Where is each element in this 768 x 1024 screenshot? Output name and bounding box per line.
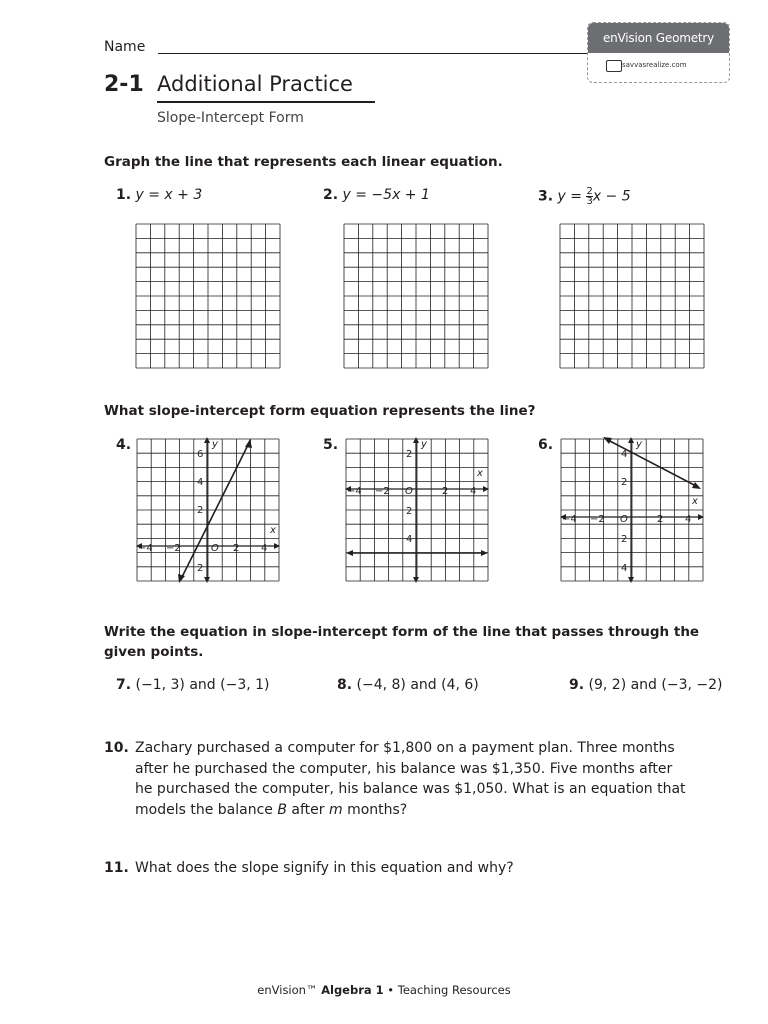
blank-grid-3: [559, 223, 705, 369]
y-tick-label: 4: [621, 563, 628, 574]
origin-label: O: [405, 486, 413, 497]
origin-label: O: [211, 543, 219, 554]
y-axis-label: y: [212, 439, 218, 450]
problem-number: 8.: [337, 677, 353, 693]
section2-instruction: What slope-intercept form equation represents the line?: [104, 403, 536, 419]
problem-4-number: 4.: [116, 437, 132, 453]
x-tick-label: −4: [347, 486, 362, 497]
grid-lines: [346, 439, 488, 581]
y-tick-label: 4: [197, 477, 204, 488]
x-tick-label: 4: [261, 543, 268, 554]
x-axis-label: x: [270, 525, 276, 536]
problem-9: [569, 677, 723, 693]
problem-6-number: 6.: [538, 437, 554, 453]
line-arrow-left: [346, 550, 353, 556]
x-tick-label: 2: [657, 514, 664, 525]
problem-text: (−4, 8) and (4, 6): [356, 677, 479, 693]
problem-11-text: What does the slope signify in this equation and why?: [135, 860, 514, 876]
plotted-line: [180, 441, 250, 581]
x-tick-label: −4: [562, 514, 577, 525]
problem-7: [116, 677, 270, 693]
line-arrow-bottom: [178, 574, 185, 583]
equation-suffix: x − 5: [592, 188, 631, 205]
problem-number: 9.: [569, 677, 585, 693]
problem-3: [538, 187, 631, 206]
graph-5: [343, 435, 491, 585]
y-tick-label: 2: [406, 506, 413, 517]
grid-lines: [561, 439, 703, 581]
lesson-number: 2-1: [104, 72, 144, 97]
section1-instruction: Graph the line that represents each linear equation.: [104, 154, 503, 170]
x-tick-label: 2: [442, 486, 449, 497]
fraction-denominator: 3: [586, 196, 593, 207]
y-axis-arrow-up: [413, 437, 419, 443]
problem-8: [337, 677, 479, 693]
fraction-numerator: 2: [586, 186, 593, 197]
problem-number: 2.: [323, 187, 339, 203]
problem-10-line: he purchased the computer, his balance was $1,050. What is an equation that: [135, 781, 686, 797]
section3-instruction-line2: given points.: [104, 644, 204, 660]
x-axis-label: x: [477, 468, 483, 479]
footer: [0, 983, 768, 997]
problem-11-number: 11.: [104, 860, 129, 876]
problem-10-line: models the balance B after m months?: [135, 801, 408, 818]
equation: y = −5x + 1: [342, 187, 430, 203]
y-axis-label: y: [636, 439, 642, 450]
title-rule: [157, 101, 375, 103]
x-tick-label: −2: [166, 543, 181, 554]
x-tick-label: −2: [375, 486, 390, 497]
problem-number: 3.: [538, 188, 554, 205]
graph-4: [134, 435, 282, 585]
y-tick-label: 2: [621, 477, 628, 488]
y-tick-label: 6: [197, 449, 204, 460]
problem-10-text: [135, 738, 715, 820]
y-axis-arrow-up: [628, 437, 634, 443]
y-axis-label: y: [421, 439, 427, 450]
section3-instruction-line1: Write the equation in slope-intercept form of the line that passes through the: [104, 624, 700, 640]
y-tick-label: 2: [406, 449, 413, 460]
x-tick-label: 4: [685, 514, 692, 525]
plotted-line: [606, 439, 698, 487]
name-label: Name: [104, 39, 146, 55]
equation: y = x + 3: [135, 187, 203, 203]
y-tick-label: 2: [621, 534, 628, 545]
blank-grid-2: [343, 223, 489, 369]
brand-text: enVision Geometry: [602, 31, 715, 45]
grid-lines: [137, 439, 279, 581]
x-tick-label: 4: [470, 486, 477, 497]
y-axis-arrow-up: [204, 437, 210, 443]
x-tick-label: −4: [138, 543, 153, 554]
y-tick-label: 4: [406, 534, 413, 545]
brand-url: savvasrealize.com: [622, 61, 687, 69]
x-tick-label: −2: [590, 514, 605, 525]
problem-10-number: 10.: [104, 740, 129, 756]
problem-10-line: after he purchased the computer, his balance was $1,350. Five months after: [135, 760, 673, 777]
footer-brand: enVision™: [257, 983, 318, 997]
lesson-title: Additional Practice: [157, 72, 353, 96]
subtitle: Slope-Intercept Form: [157, 110, 304, 126]
blank-grid-1: [135, 223, 281, 369]
origin-label: O: [620, 514, 628, 525]
problem-2: [323, 187, 430, 203]
problem-5-number: 5.: [323, 437, 339, 453]
equation-prefix: y =: [557, 188, 587, 205]
footer-course: Algebra 1: [321, 983, 384, 997]
problem-text: (9, 2) and (−3, −2): [588, 677, 723, 693]
problem-1: [116, 187, 202, 203]
problem-number: 1.: [116, 187, 132, 203]
x-axis-label: x: [692, 496, 698, 507]
problem-10-line: Zachary purchased a computer for $1,800 on a payment plan. Three months: [135, 740, 675, 756]
line-arrow-right: [481, 550, 488, 556]
footer-rest: • Teaching Resources: [383, 983, 511, 997]
y-tick-label: 4: [621, 449, 628, 460]
y-axis-arrow-down: [413, 577, 419, 583]
line-arrow-top: [603, 437, 612, 444]
y-tick-label: 2: [197, 563, 204, 574]
problem-number: 7.: [116, 677, 132, 693]
line-arrow-bottom: [692, 482, 701, 489]
y-axis-arrow-down: [204, 577, 210, 583]
brand-box: [587, 22, 730, 83]
laptop-icon: [606, 60, 622, 72]
y-tick-label: 2: [197, 505, 204, 516]
x-tick-label: 2: [233, 543, 240, 554]
y-axis-arrow-down: [628, 577, 634, 583]
graph-6: [558, 435, 706, 585]
problem-text: (−1, 3) and (−3, 1): [135, 677, 270, 693]
variable-m: m: [328, 801, 343, 818]
variable-b: B: [277, 801, 287, 818]
